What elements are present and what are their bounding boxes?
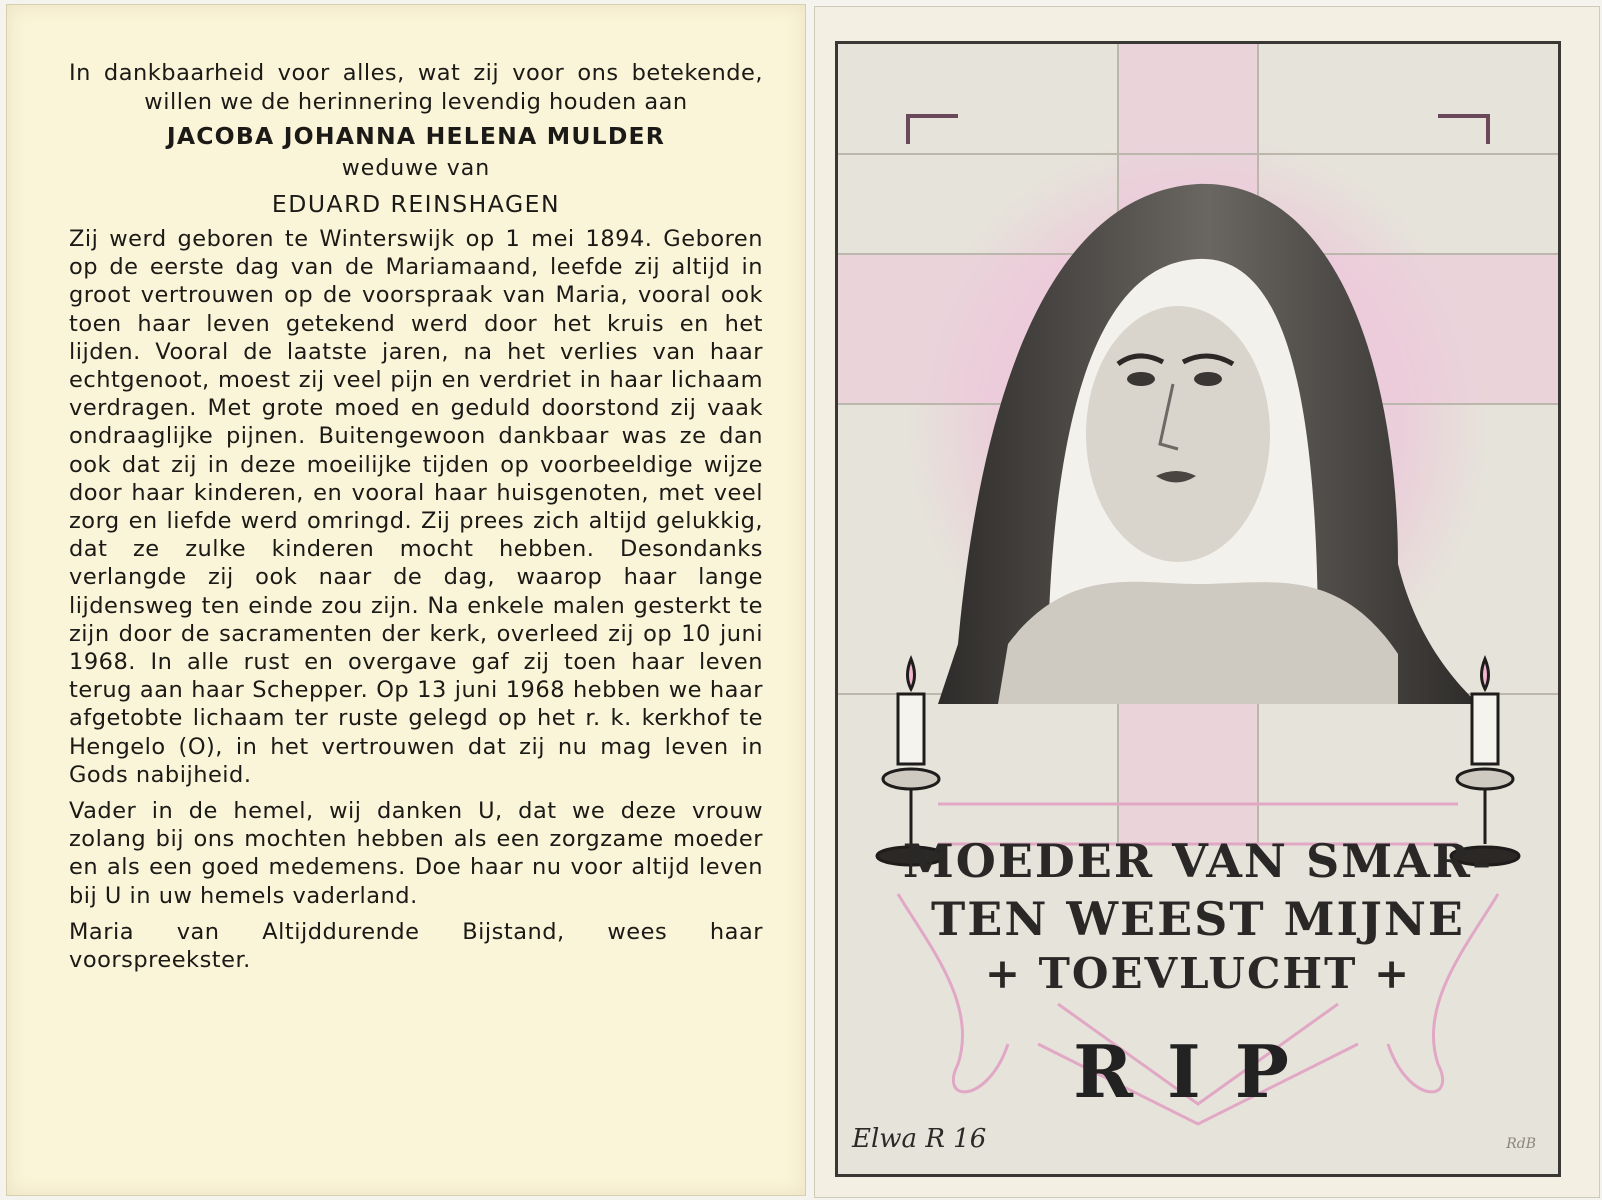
motto-line-1: MOEDER VAN SMAR-: [902, 834, 1494, 888]
prayer-card-image-side: [814, 6, 1600, 1198]
husband-name: EDUARD REINSHAGEN: [271, 190, 561, 218]
rip-text: RIP: [1073, 1029, 1323, 1114]
intro-text: In dankbaarheid voor alles, wat zij voor ons betekende, willen we de herinnering levendig houden aan: [69, 60, 763, 115]
closing-text: Maria van Altijddurende Bijstand, wees haar voorspreekster.: [69, 918, 763, 974]
artist-mark: RdB: [1506, 1136, 1536, 1152]
motto-line-3: + TOEVLUCHT +: [984, 949, 1412, 998]
artist-signature: Elwa R 16: [852, 1124, 987, 1154]
biography-text: Zij werd geboren te Winterswijk op 1 mei 1894. Geboren op de eerste dag van de Mariamaand, leefde zij altijd in groot vertrouwen op de voorspraak van Maria, vooral ook toen haar leven getekend werd door het kruis en het lijden. Vooral de laatste jaren, na het verlies van haar echtgenoot, moest zij veel pijn en verdriet in haar lichaam verdragen. Met grote moed en geduld doorstond zij vaak ondraaglijke pijnen. Buitengewoon dankbaar was ze dan ook dat zij in deze moeilijke tijden op voorbeeldige wijze door haar kinderen, en vooral haar huisgenoten, met veel zorg en liefde werd omringd. Zij prees zich altijd gelukkig, dat ze zulke kinderen mocht hebben. Desondanks verlangde zij ook naar de dag, waarop haar lange lijdensweg ten einde zou zijn. Na enkele malen gesterkt te zijn door de sacramenten der kerk, overleed zij op 10 juni 1968. In alle rust en overgave gaf zij toen haar leven terug aan haar Schepper. Op 13 juni 1968 hebben we haar afgetobte lichaam ter ruste gelegd op het r. k. kerkhof te Hengelo (O), in het vertrouwen dat zij nu mag leven in Gods nabijheid.: [69, 226, 763, 788]
madonna-illustration: [838, 44, 1558, 1174]
prayer-text: Vader in de hemel, wij danken U, dat we deze vrouw zolang bij ons mochten hebben als een zorgzame moeder en als een goed medemens. Doe haar nu voor altijd leven bij U in uw hemels vaderland.: [69, 798, 763, 909]
motto-line-2: TEN WEEST MIJNE: [931, 892, 1465, 946]
deceased-name: JACOBA JOHANNA HELENA MULDER: [166, 122, 666, 150]
widow-of-label: weduwe van: [341, 156, 491, 181]
prayer-card-text-side: [6, 4, 806, 1196]
illustration-frame: [835, 41, 1561, 1177]
card-text: [69, 59, 763, 974]
